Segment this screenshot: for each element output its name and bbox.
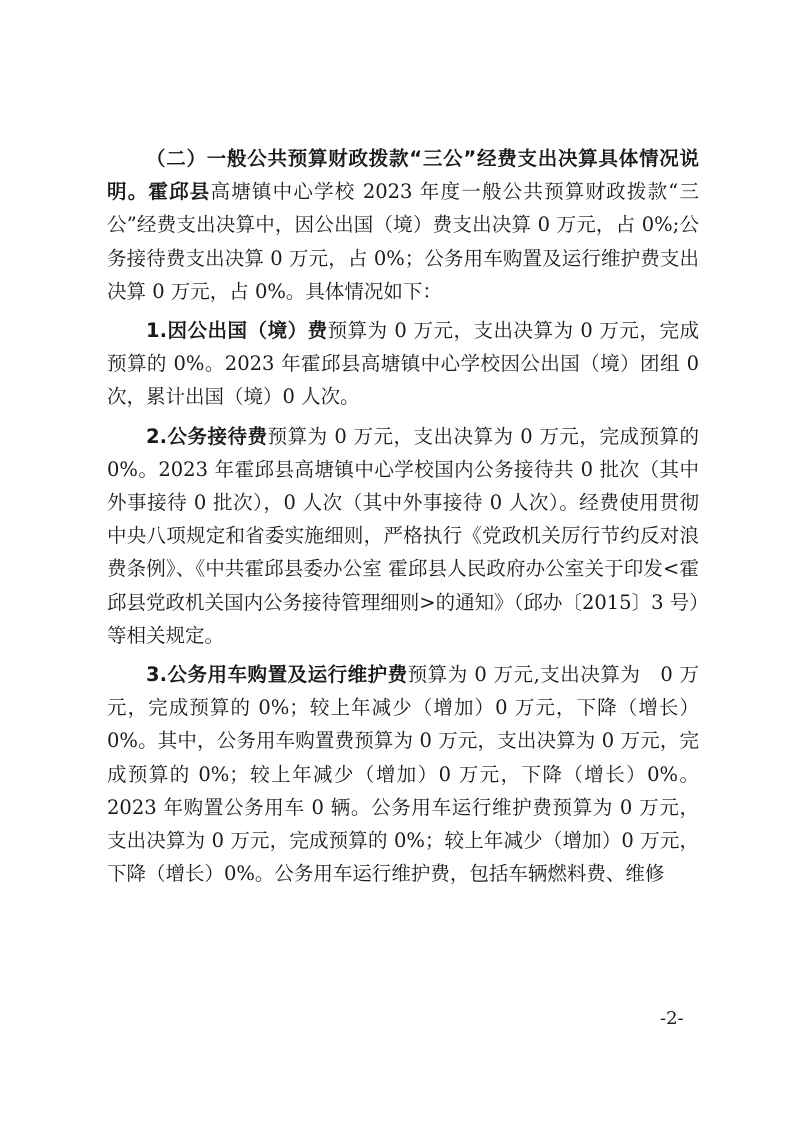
page-number: -2- <box>660 1008 684 1029</box>
item-2-body: 预算为 0 万元，支出决算为 0 万元，完成预算的 0%。2023 年霍邱县高塘镇中心学校国内公务接待共 0 批次（其中外事接待 0 批次），0 人次（其中外事接待 0 人次）。经费使用贯彻中央八项规定和省委实施细则，严格执行《党政机关厉行节约反对浪费条例》、《中共霍邱县委办公室 霍邱县人民政府办公室关于印发<霍邱县党政机关国内公务接待管理细则>的通知》（邱办〔2015〕3 号）等相关规定。 <box>107 424 700 647</box>
item-1-body: 预算为 0 万元，支出决算为 0 万元，完成预算的 0%。2023 年霍邱县高塘镇中心学校因公出国（境）团组 0 次，累计出国（境）0 人次。 <box>107 319 699 409</box>
section-paragraph <box>107 142 699 308</box>
item-2-paragraph <box>107 420 699 652</box>
section-intro: 高塘镇中心学校 2023 年度一般公共预算财政拨款“三公”经费支出决算中，因公出国（境）费支出决算 0 万元，占 0%;公务接待费支出决算 0 万元，占 0%；公务用车购置及运行维护费支出决算 0 万元，占 0%。具体情况如下： <box>107 180 699 303</box>
item-3-body: 预算为 0 万元,支出决算为 0 万元，完成预算的 0%；较上年减少（增加）0 万元，下降（增长）0%。其中，公务用车购置费预算为 0 万元，支出决算为 0 万元，完成预算的 0%；较上年减少（增加）0 万元，下降（增长）0%。2023 年购置公务用车 0 辆。公务用车运行维护费预算为 0 万元，支出决算为 0 万元，完成预算的 0%；较上年减少（增加）0 万元，下降（增长）0%。公务用车运行维护费，包括车辆燃料费、维修 <box>107 663 699 886</box>
item-1-paragraph <box>107 314 699 414</box>
section-heading: （二）一般公共预算财政拨款“三公”经费支出决算具体情况说明。 <box>107 147 699 204</box>
document-body <box>107 142 699 896</box>
item-3-title: 3.公务用车购置及运行维护费 <box>146 663 408 687</box>
item-1-title: 1.因公出国（境）费 <box>146 319 328 343</box>
item-2-title: 2.公务接待费 <box>146 424 268 448</box>
section-heading-county: 霍邱县 <box>148 180 211 204</box>
item-3-paragraph <box>107 658 699 890</box>
